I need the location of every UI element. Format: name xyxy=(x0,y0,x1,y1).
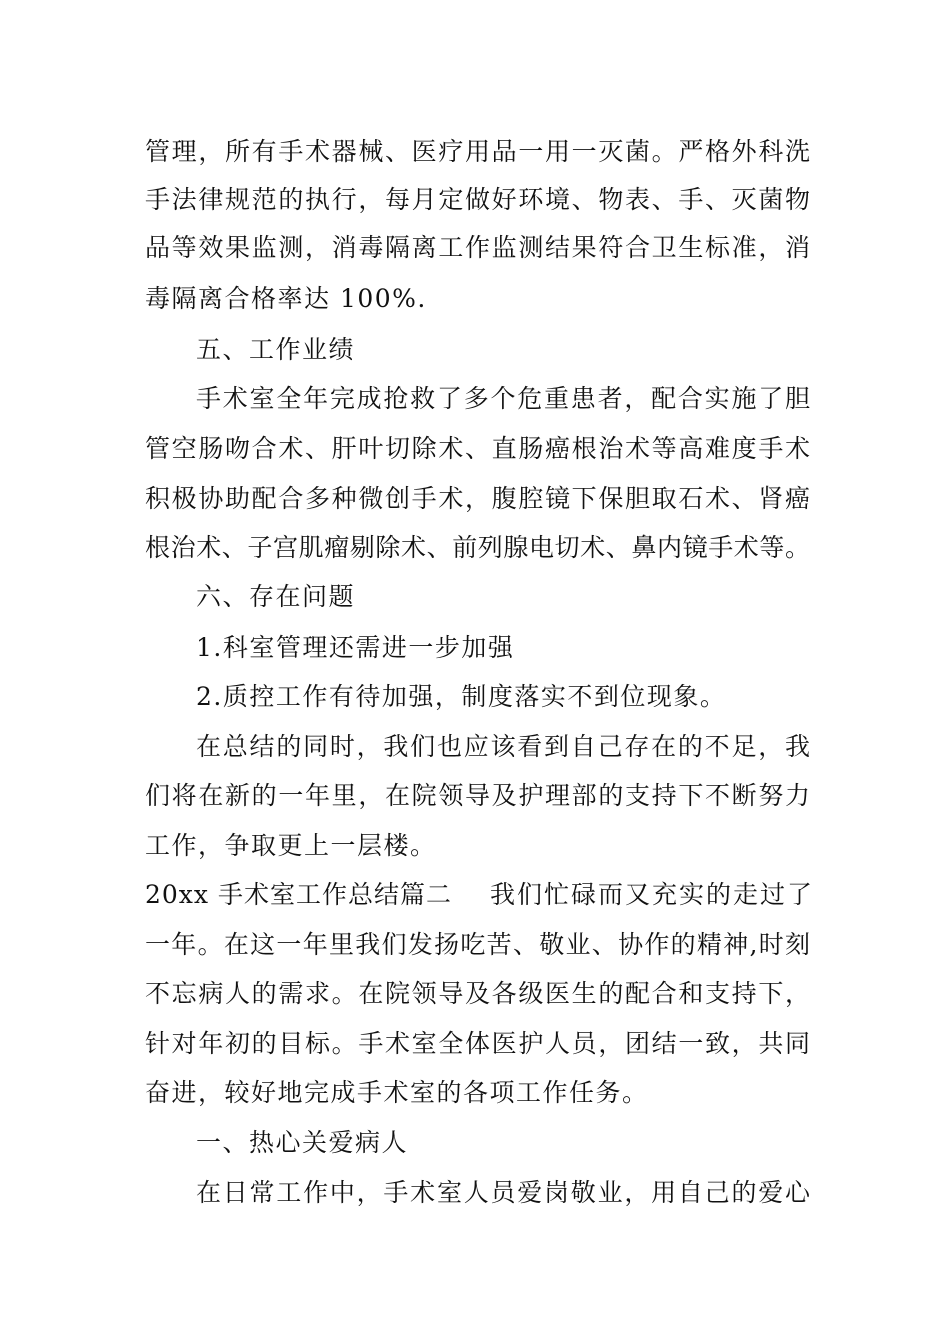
body-text-line: 手术室全年完成抢救了多个危重患者，配合实施了胆 xyxy=(196,384,810,413)
body-text-line: 不忘病人的需求。在院领导及各级医生的配合和支持下， xyxy=(145,979,810,1008)
article-title: 20xx 手术室工作总结篇二 xyxy=(145,880,452,909)
section-heading-performance: 五、工作业绩 xyxy=(196,335,356,364)
body-text-line: 工作，争取更上一层楼。 xyxy=(145,831,437,860)
body-text-line: 根治术、子宫肌瘤剔除术、前列腺电切术、鼻内镜手术等。 xyxy=(145,533,810,562)
body-text-line: 管空肠吻合术、肝叶切除术、直肠癌根治术等高难度手术 xyxy=(145,434,810,463)
body-text-line: 手法律规范的执行，每月定做好环境、物表、手、灭菌物 xyxy=(145,185,810,214)
list-item: 2.质控工作有待加强，制度落实不到位现象。 xyxy=(196,682,727,711)
body-text-line: 奋进，较好地完成手术室的各项工作任务。 xyxy=(145,1078,649,1107)
section-heading-care: 一、热心关爱病人 xyxy=(196,1128,409,1157)
list-item: 1.科室管理还需进一步加强 xyxy=(196,633,515,662)
body-text-line: 一年。在这一年里我们发扬吃苦、敬业、协作的精神,时刻 xyxy=(145,930,810,959)
body-text-line: 针对年初的目标。手术室全体医护人员，团结一致，共同 xyxy=(145,1029,810,1058)
section-heading-issues: 六、存在问题 xyxy=(196,582,356,611)
body-text-line: 们将在新的一年里，在院领导及护理部的支持下不断努力 xyxy=(145,781,810,810)
body-text-line: 毒隔离合格率达 100%. xyxy=(145,284,427,313)
body-text-line: 在日常工作中，手术室人员爱岗敬业，用自己的爱心 xyxy=(196,1178,810,1207)
body-text-line: 积极协助配合多种微创手术，腹腔镜下保胆取石术、肾癌 xyxy=(145,484,810,513)
body-text-line: 在总结的同时，我们也应该看到自己存在的不足，我 xyxy=(196,732,810,761)
body-text-line: 管理，所有手术器械、医疗用品一用一灭菌。严格外科洗 xyxy=(145,137,810,166)
body-text-line: 我们忙碌而又充实的走过了 xyxy=(490,880,815,909)
body-text-line: 品等效果监测，消毒隔离工作监测结果符合卫生标准，消 xyxy=(145,233,810,262)
